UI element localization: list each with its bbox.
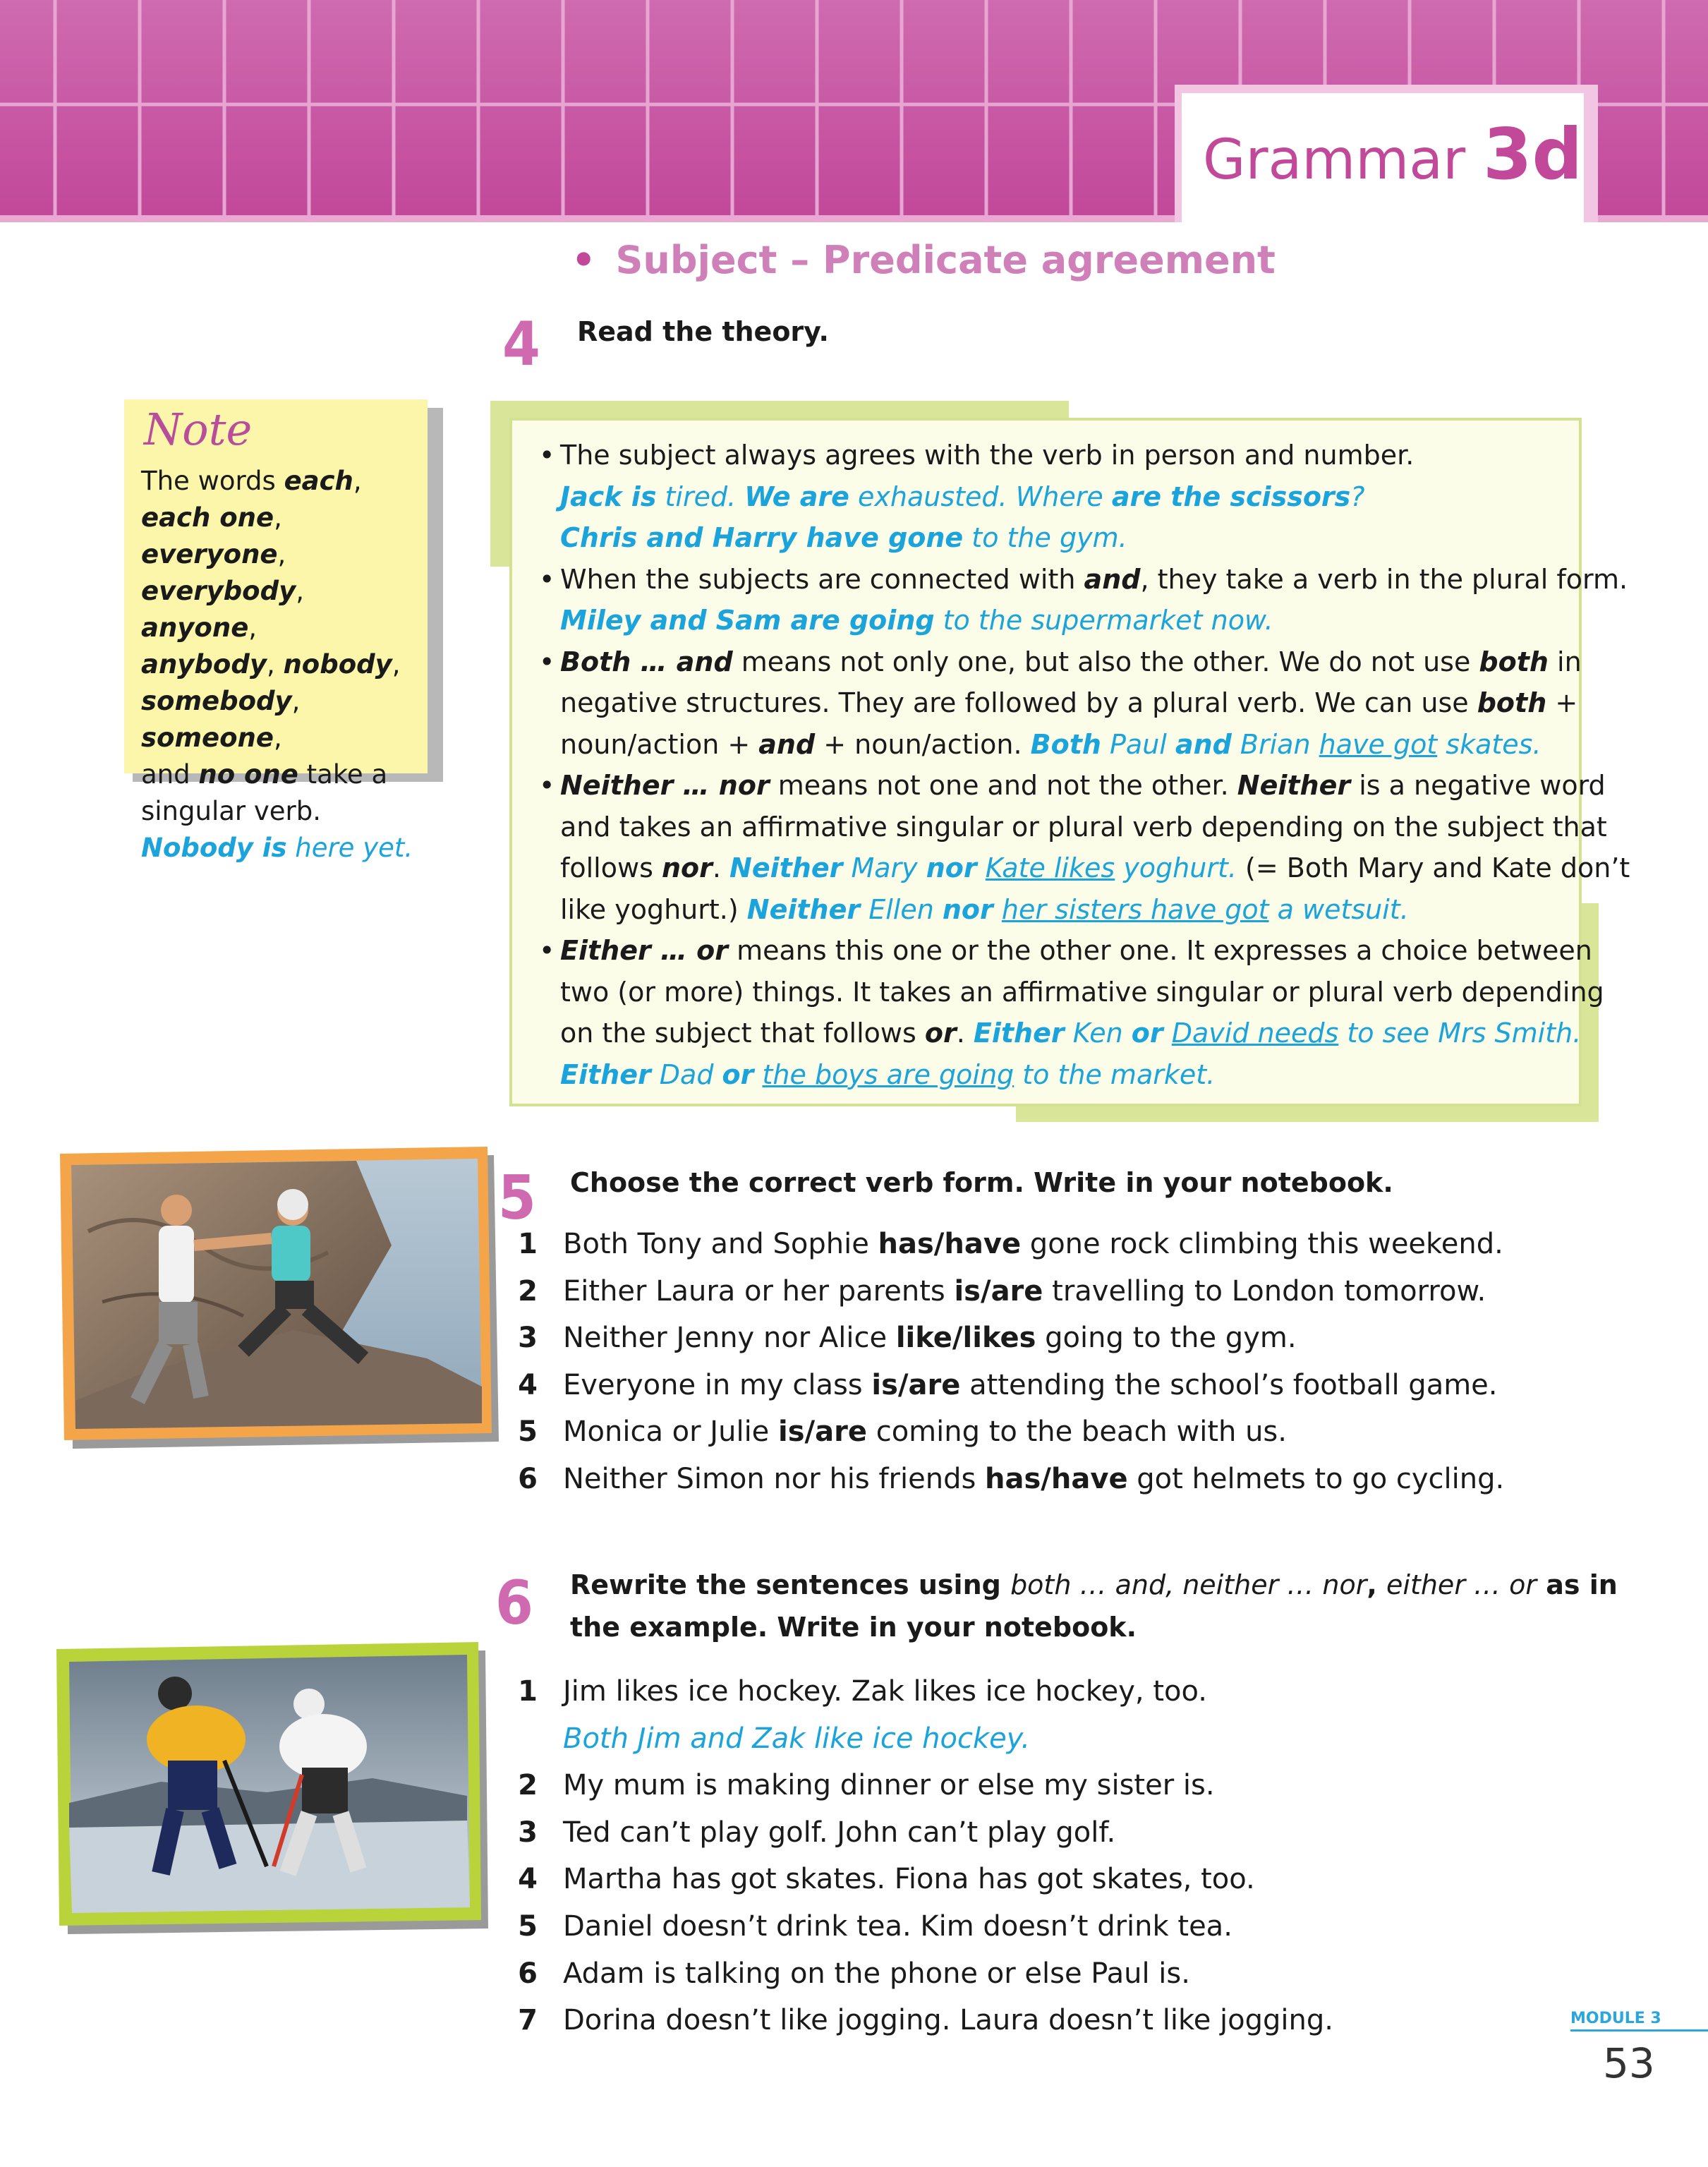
note-text: Nobody is	[141, 833, 287, 863]
item-text: Martha has got skates. Fiona has got skates, too.	[563, 1863, 1255, 1896]
theory-text: (= Both Mary and Kate don’t	[1236, 852, 1630, 883]
sentence-end: gone rock climbing this weekend.	[1021, 1228, 1503, 1260]
note-body	[141, 463, 423, 867]
note-line	[141, 830, 423, 867]
note-line	[141, 756, 423, 793]
bullet-dot: •	[539, 935, 555, 966]
note-line	[141, 463, 423, 500]
theory-bullet	[539, 765, 1630, 930]
item-number: 2	[518, 1274, 538, 1308]
theory-text: on the subject that follows	[560, 1018, 925, 1049]
note-text: ,	[291, 686, 301, 716]
theory-line	[560, 435, 1576, 476]
note-text: ,	[274, 502, 282, 533]
note-text: ,	[296, 576, 304, 606]
bullet-dot: •	[539, 770, 555, 801]
theory-text: the boys are going	[762, 1058, 1014, 1090]
note-text: ,	[273, 723, 282, 753]
sentence-end: going to the gym.	[1036, 1322, 1297, 1355]
item-text	[563, 1322, 1297, 1354]
verb-options: has/have	[878, 1228, 1022, 1260]
instruction-text: both … and, neither … nor	[1010, 1569, 1367, 1600]
exercise-4-number: 4	[502, 309, 540, 380]
note-text: somebody	[141, 686, 292, 716]
theory-text: to the supermarket now.	[934, 605, 1273, 636]
theory-text: both	[1477, 687, 1547, 718]
note-text: nobody	[283, 649, 392, 680]
theory-text: means not one and not the other.	[769, 770, 1237, 801]
theory-text: Ken	[1064, 1018, 1132, 1049]
note-text: no one	[198, 759, 298, 790]
exercise-5-instruction: Choose the correct verb form. Write in your notebook.	[570, 1167, 1393, 1198]
theory-text: nor	[661, 852, 713, 883]
theory-text: , they take a verb in the plural form.	[1140, 563, 1628, 595]
theory-text: Brian	[1231, 728, 1319, 760]
exercise-6-instruction-line-2: the example. Write in your notebook.	[570, 1612, 1137, 1643]
theory-bullet	[539, 559, 1628, 641]
theory-text: and takes an affirmative singular or plural verb depending on the subject that	[560, 811, 1607, 843]
theory-text: Neither	[729, 852, 843, 883]
footer-rule	[1570, 2029, 1708, 2032]
item-number: 3	[518, 1816, 538, 1849]
theory-text: David needs	[1171, 1018, 1339, 1049]
theory-text: Neither	[1237, 770, 1351, 801]
theory-box	[509, 418, 1630, 1106]
sentence-start: Everyone in my class	[563, 1368, 872, 1401]
theory-text: Kate likes	[985, 852, 1115, 883]
note-line	[141, 683, 423, 756]
item-number: 4	[518, 1368, 538, 1401]
theory-line	[560, 930, 1592, 972]
note-text: and	[141, 759, 199, 790]
theory-line	[560, 807, 1607, 848]
theory-line	[560, 559, 1628, 600]
theory-text: or	[722, 1058, 754, 1090]
item-text: Daniel doesn’t drink tea. Kim doesn’t drink tea.	[563, 1910, 1232, 1943]
theory-text: .	[956, 1018, 974, 1049]
theory-text: like yoghurt.)	[560, 893, 747, 925]
sentence-start: Monica or Julie	[563, 1416, 778, 1449]
theory-text: +	[1546, 687, 1578, 718]
theory-bullet	[539, 930, 1604, 1095]
title-word: Grammar	[1203, 128, 1466, 192]
theory-text: Miley and Sam are going	[560, 605, 935, 636]
sentence-start: Either Laura or her parents	[563, 1274, 955, 1308]
item-text: My mum is making dinner or else my sister is.	[563, 1769, 1215, 1802]
verb-options: has/have	[985, 1463, 1128, 1495]
note-text: everybody	[141, 576, 296, 606]
theory-text: have got	[1319, 728, 1438, 760]
note-line	[141, 500, 423, 573]
theory-line	[560, 600, 1576, 641]
note-text: ,	[266, 649, 284, 680]
theory-text: Neither … nor	[560, 770, 770, 801]
page-number: 53	[1603, 2039, 1655, 2087]
theory-text: and	[1084, 563, 1141, 595]
theory-text: in	[1548, 646, 1582, 677]
bullet-dot: •	[539, 646, 555, 677]
item-number: 3	[518, 1322, 538, 1355]
note-line	[141, 573, 423, 646]
exercise-6-instruction	[570, 1564, 1618, 1648]
theory-text: means not only one, but also the other. We do not use	[732, 646, 1479, 677]
theory-text: Either … or	[560, 935, 729, 966]
item-number: 5	[518, 1416, 538, 1449]
theory-text: Mary	[842, 852, 926, 883]
theory-bullet	[539, 435, 1576, 559]
note-title: Note	[144, 404, 253, 455]
exercise-4-instruction: Read the theory.	[577, 316, 829, 347]
theory-list	[539, 435, 1630, 1095]
item-text: Jim likes ice hockey. Zak likes ice hockey, too.	[563, 1675, 1207, 1708]
theory-line	[560, 847, 1630, 889]
theory-text: to the gym.	[963, 522, 1127, 553]
theory-text: We are	[744, 481, 849, 512]
theory-text: tired.	[656, 481, 745, 512]
theory-text: Jack is	[560, 481, 657, 512]
theory-text: a wetsuit.	[1268, 893, 1409, 925]
verb-options: is/are	[954, 1274, 1043, 1308]
item-number: 5	[518, 1910, 538, 1943]
theory-text: exhausted. Where	[849, 481, 1112, 512]
theory-text: ?	[1350, 481, 1365, 512]
theory-line	[560, 1013, 1582, 1054]
theory-text: Both	[1030, 728, 1101, 760]
note-text: The words	[141, 466, 284, 496]
theory-text: Ellen	[860, 893, 943, 925]
item-text	[563, 1228, 1503, 1260]
theory-line	[560, 476, 1576, 518]
sentence-start: Neither Jenny nor Alice	[563, 1322, 896, 1355]
item-text: Adam is talking on the phone or else Paul is.	[563, 1957, 1190, 1990]
verb-options: like/likes	[895, 1322, 1036, 1355]
verb-options: is/are	[871, 1368, 961, 1401]
title-code: 3d	[1482, 113, 1583, 195]
theory-line	[560, 724, 1576, 766]
item-number: 1	[518, 1675, 538, 1708]
theory-text: Paul	[1101, 728, 1175, 760]
theory-text: or	[1131, 1018, 1163, 1049]
theory-text: or	[924, 1018, 957, 1049]
bullet-dot: •	[539, 440, 555, 471]
theory-line	[560, 1054, 1576, 1096]
theory-line	[560, 765, 1606, 807]
item-number: 2	[518, 1769, 538, 1802]
theory-text: noun/action +	[560, 728, 759, 760]
note-text: each one	[141, 502, 274, 533]
theory-line	[560, 517, 1576, 559]
item-number: 4	[518, 1863, 538, 1896]
item-number: 7	[518, 2004, 538, 2037]
theory-text: skates.	[1437, 728, 1542, 760]
theory-line	[560, 889, 1576, 931]
exercise-6-number: 6	[495, 1568, 533, 1638]
exercise-5-number: 5	[498, 1163, 536, 1233]
sentence-end: travelling to London tomorrow.	[1043, 1274, 1486, 1308]
theory-text: and	[758, 728, 816, 760]
note-text: anyone	[141, 612, 249, 643]
note-text: here yet.	[286, 833, 413, 863]
note-line	[141, 646, 423, 683]
item-text	[563, 1463, 1504, 1495]
item-number: 6	[518, 1957, 538, 1990]
theory-text: When the subjects are connected with	[560, 563, 1084, 595]
theory-text: nor	[942, 893, 993, 925]
note-card	[124, 399, 428, 863]
note-text: take a	[298, 759, 388, 790]
theory-line	[560, 641, 1582, 683]
sentence-end: got helmets to go cycling.	[1127, 1463, 1505, 1495]
note-text: singular verb.	[141, 796, 321, 826]
rock-climbing-photo	[60, 1147, 501, 1457]
item-text: Dorina doesn’t like jogging. Laura doesn’t like jogging.	[563, 2004, 1333, 2037]
theory-line	[560, 972, 1604, 1013]
item-text	[563, 1416, 1287, 1448]
item-number: 1	[518, 1228, 538, 1260]
note-text: someone	[141, 723, 274, 753]
theory-text: two (or more) things. It takes an affirmative singular or plural verb depending	[560, 976, 1604, 1008]
theory-text	[753, 1059, 762, 1090]
theory-text: + noun/action.	[815, 728, 1031, 760]
theory-text	[993, 894, 1002, 925]
instruction-text: as in	[1536, 1569, 1618, 1600]
exercise-6-instruction-line-1	[570, 1564, 1618, 1606]
topic-bullet: •	[571, 238, 596, 282]
theory-text: is a negative word	[1350, 770, 1606, 801]
note-text: anybody	[141, 649, 267, 680]
theory-text: are the scissors	[1111, 481, 1351, 512]
theory-text: her sisters have got	[1001, 893, 1269, 925]
sentence-start: Neither Simon nor his friends	[563, 1463, 986, 1495]
item-text	[563, 1369, 1498, 1401]
topic-heading	[571, 238, 1276, 282]
theory-text: .	[712, 852, 730, 883]
theory-text: Chris and Harry have gone	[560, 522, 964, 553]
note-text: ,	[248, 612, 258, 643]
instruction-text: Rewrite the sentences using	[570, 1569, 1011, 1600]
theory-text: and	[1175, 728, 1232, 760]
note-text: everyone	[141, 539, 278, 569]
note-text: each	[284, 466, 353, 496]
item-text	[563, 1275, 1486, 1308]
item-text: Ted can’t play golf. John can’t play golf.	[563, 1816, 1116, 1849]
theory-text: Both … and	[560, 646, 733, 677]
page-title	[1203, 113, 1582, 195]
topic-text: Subject – Predicate agreement	[615, 238, 1276, 282]
theory-text: follows	[560, 852, 662, 883]
verb-options: is/are	[778, 1416, 867, 1449]
sentence-end: coming to the beach with us.	[866, 1416, 1287, 1449]
theory-text: Dad	[650, 1058, 722, 1090]
instruction-text: ,	[1367, 1569, 1387, 1600]
theory-line	[560, 682, 1576, 724]
note-text: ,	[353, 466, 362, 496]
ice-hockey-photo	[55, 1641, 492, 1937]
theory-text: nor	[926, 852, 977, 883]
note-line	[141, 793, 423, 830]
theory-text: The subject always agrees with the verb in person and number.	[560, 440, 1415, 471]
note-text: ,	[277, 539, 286, 569]
instruction-text: either … or	[1386, 1569, 1537, 1600]
theory-text	[977, 852, 986, 883]
theory-text: to the market.	[1014, 1058, 1216, 1090]
sentence-start: Both Tony and Sophie	[563, 1228, 878, 1260]
theory-text: Either	[560, 1058, 651, 1090]
sentence-end: attending the school’s football game.	[960, 1368, 1498, 1401]
theory-bullet	[539, 641, 1582, 766]
item-number: 6	[518, 1463, 538, 1495]
example-text: Both Jim and Zak like ice hockey.	[563, 1722, 1031, 1755]
theory-text: negative structures. They are followed by a plural verb. We can use	[560, 687, 1477, 718]
note-text: ,	[392, 649, 401, 680]
theory-text: means this one or the other one. It expresses a choice between	[728, 935, 1592, 966]
theory-text	[1163, 1018, 1172, 1049]
theory-text: Neither	[746, 893, 861, 925]
theory-text: yoghurt.	[1115, 852, 1237, 883]
theory-text: to see Mrs Smith.	[1338, 1018, 1582, 1049]
module-label: MODULE 3	[1570, 2010, 1661, 2027]
bullet-dot: •	[539, 563, 555, 595]
theory-text: Either	[973, 1018, 1065, 1049]
theory-text: both	[1479, 646, 1549, 677]
